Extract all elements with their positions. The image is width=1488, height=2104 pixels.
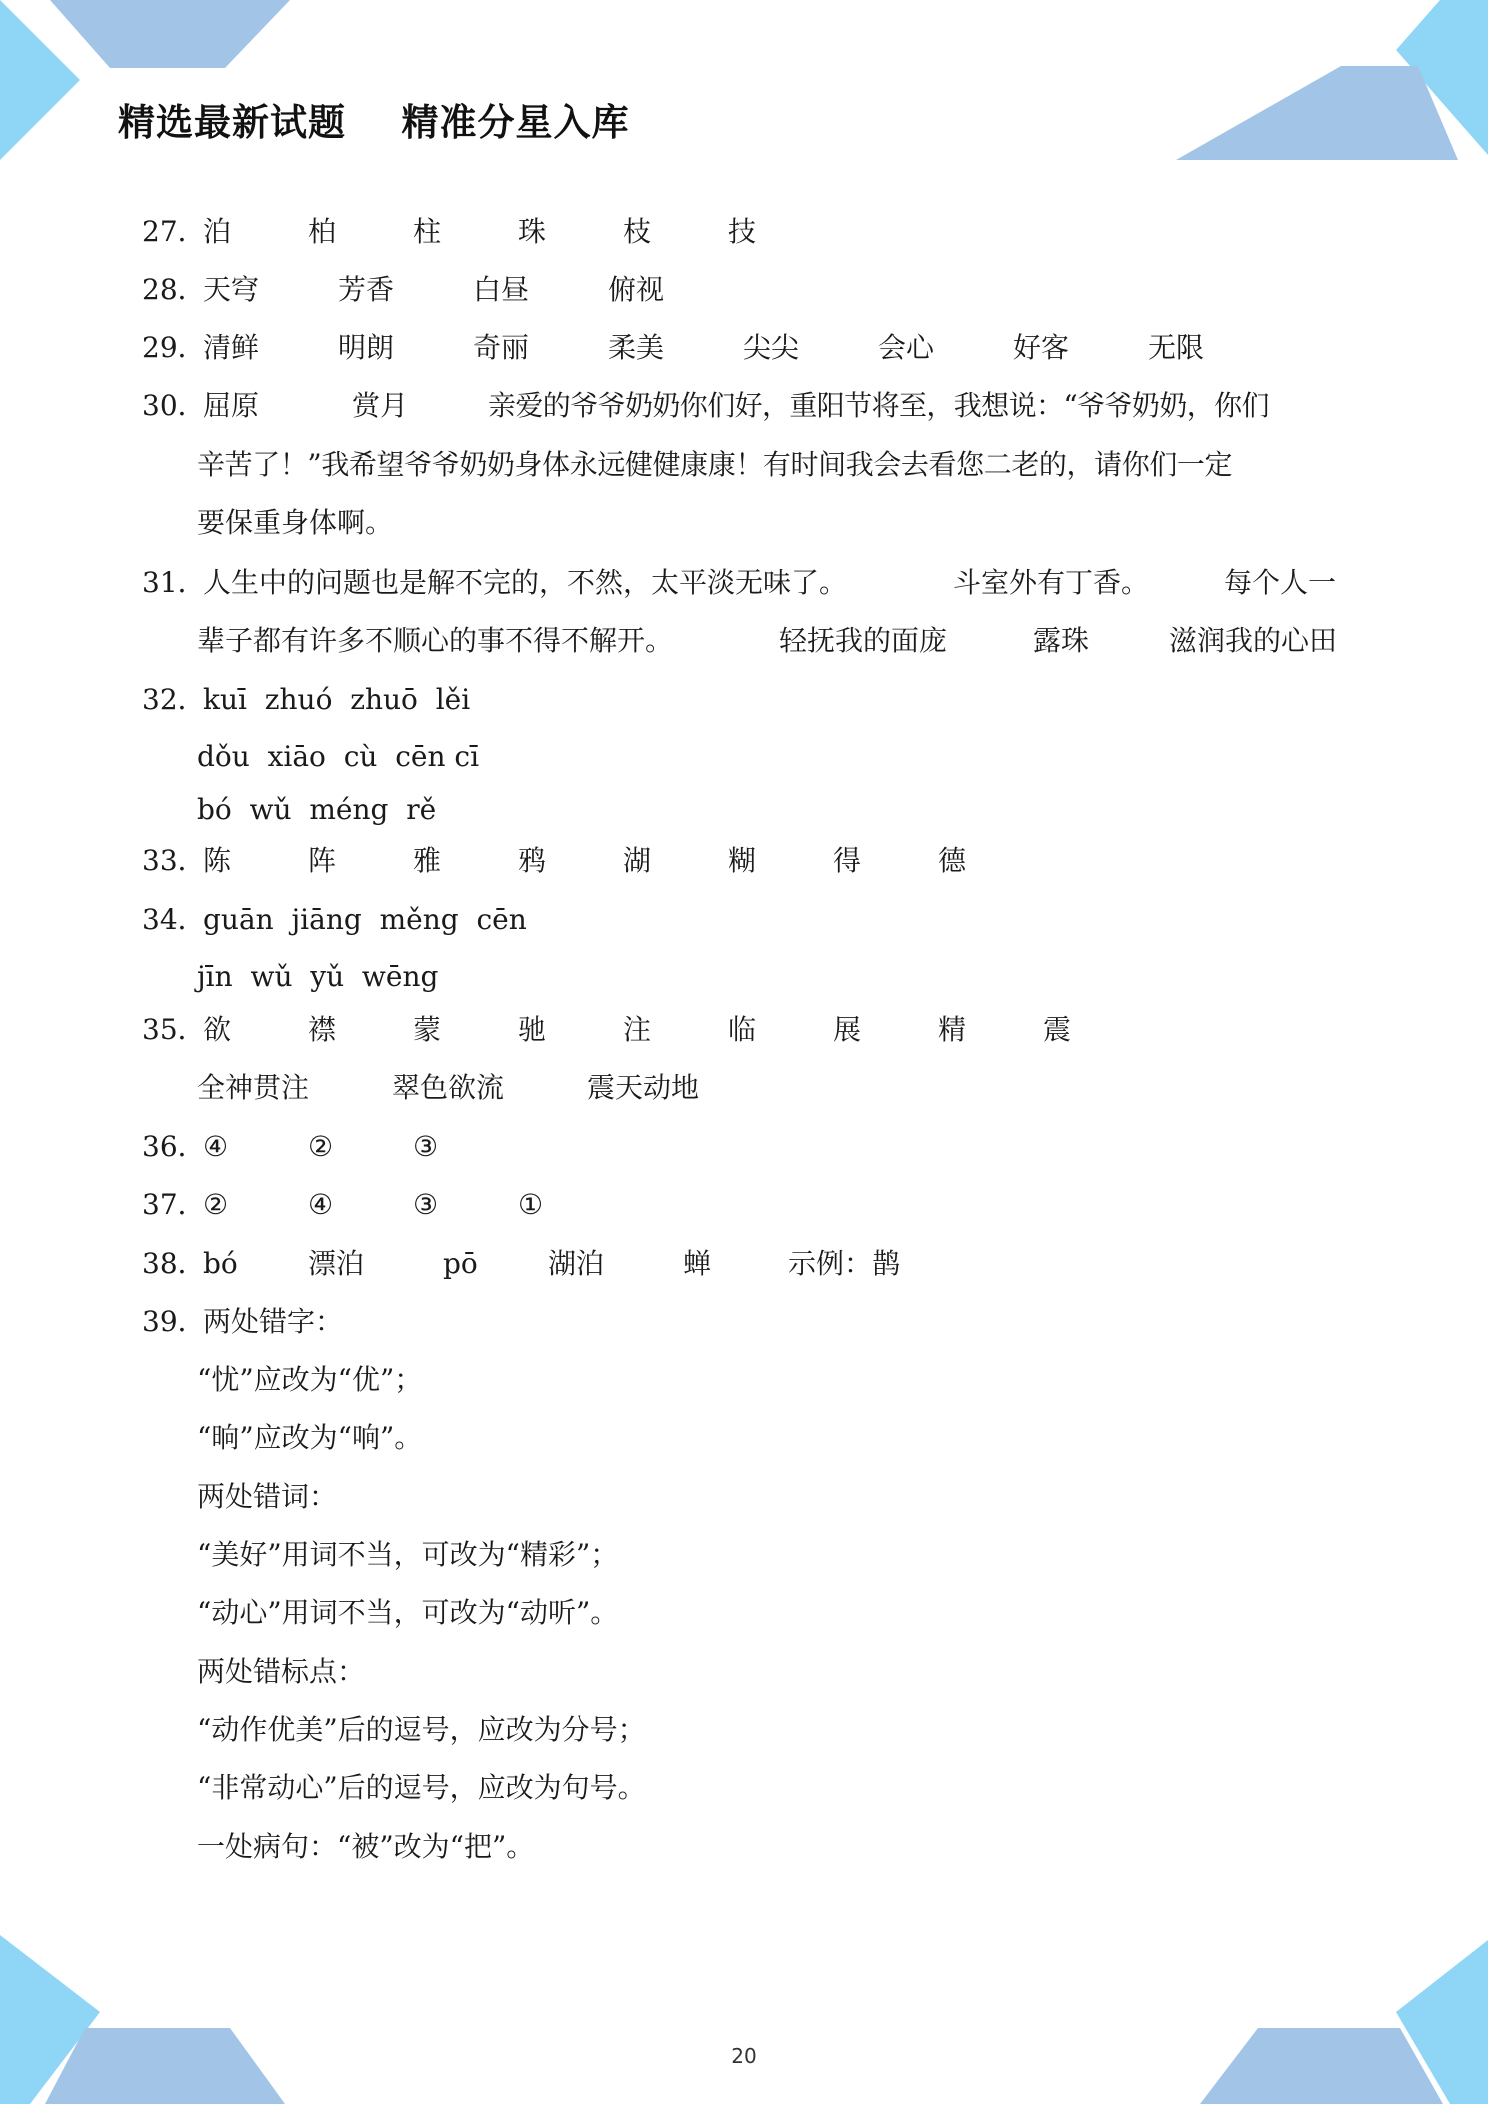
answer-text: 两处错词：	[197, 1480, 338, 1513]
top-left-light-triangle	[0, 0, 80, 160]
answer-item: ③	[413, 1188, 439, 1221]
answer-item: 雅	[413, 844, 442, 877]
pinyin-line: bó wǔ méng rě	[197, 793, 437, 826]
answer-text: 两处错标点：	[197, 1655, 366, 1688]
question-number: 37．	[142, 1188, 206, 1221]
answer-item: 示例：鹊	[788, 1247, 901, 1280]
answer-item: 鸦	[518, 844, 547, 877]
answer-item: 震天动地	[587, 1071, 700, 1104]
question-number: 31．	[142, 566, 206, 599]
answer-item: 无限	[1148, 331, 1205, 364]
answer-item: 人生中的问题也是解不完的，不然，太平淡无味了。	[203, 566, 848, 599]
top-right-trapezoid	[1176, 66, 1458, 160]
answer-item: 好客	[1013, 331, 1070, 364]
answer-item: 尖尖	[743, 331, 800, 364]
answer-item: ②	[308, 1130, 334, 1163]
question-number: 35．	[142, 1013, 206, 1046]
answer-item: 泊	[203, 215, 232, 248]
answer-item: ①	[518, 1188, 544, 1221]
answer-item: 精	[938, 1013, 967, 1046]
answer-item: 临	[728, 1013, 757, 1046]
answer-item: 震	[1043, 1013, 1072, 1046]
question-number: 38．	[142, 1247, 206, 1280]
answer-text: “动心”用词不当，可改为“动听”。	[197, 1596, 619, 1629]
answer-item: 斗室外有丁香。	[953, 566, 1150, 599]
answer-text: “动作优美”后的逗号，应改为分号；	[197, 1713, 646, 1746]
answer-item: 会心	[878, 331, 935, 364]
answer-item: 驰	[518, 1013, 547, 1046]
answer-text: “非常动心”后的逗号，应改为句号。	[197, 1771, 646, 1804]
answer-item: 屈原	[203, 389, 260, 422]
answer-text: “忧”应改为“优”；	[197, 1363, 423, 1396]
answer-item: ④	[203, 1130, 229, 1163]
answer-item: 亲爱的爷爷奶奶你们好，重阳节将至，我想说：“爷爷奶奶，你们	[488, 389, 1269, 422]
answer-item: 柔美	[608, 331, 665, 364]
answer-text: 两处错字：	[203, 1305, 344, 1338]
answer-item: 德	[938, 844, 967, 877]
page-number: 20	[731, 2044, 757, 2068]
pinyin-line: dǒu xiāo cù cēn cī	[197, 740, 480, 773]
answer-item: 轻抚我的面庞	[779, 624, 948, 657]
answer-item: 芳香	[338, 273, 395, 306]
question-number: 39．	[142, 1305, 206, 1338]
answer-item: 柏	[308, 215, 337, 248]
question-number: 28．	[142, 273, 206, 306]
answer-item: 天穹	[203, 273, 260, 306]
answer-item: 柱	[413, 215, 442, 248]
question-number: 36．	[142, 1130, 206, 1163]
answer-item: bó	[203, 1247, 238, 1280]
answer-item: 襟	[308, 1013, 337, 1046]
answer-item: 欲	[203, 1013, 232, 1046]
answer-item: 湖泊	[548, 1247, 605, 1280]
answer-text: 一处病句：“被”改为“把”。	[197, 1830, 535, 1863]
answer-item: 湖	[623, 844, 652, 877]
answer-item: 漂泊	[308, 1247, 365, 1280]
answer-item: 蝉	[683, 1247, 712, 1280]
question-number: 32．	[142, 683, 206, 716]
answer-text: 辈子都有许多不顺心的事不得不解开。	[197, 624, 674, 657]
answer-item: 陈	[203, 844, 232, 877]
answer-text: “美好”用词不当，可改为“精彩”；	[197, 1538, 619, 1571]
answer-item: 明朗	[338, 331, 395, 364]
answer-item: 糊	[728, 844, 757, 877]
answer-text: “晌”应改为“响”。	[197, 1421, 423, 1454]
answer-item: 技	[728, 215, 757, 248]
question-number: 34．	[142, 903, 206, 936]
answer-item: 珠	[518, 215, 547, 248]
answer-item: pō	[443, 1247, 478, 1280]
question-number: 29．	[142, 331, 206, 364]
answer-item: 展	[833, 1013, 862, 1046]
answer-item: 清鲜	[203, 331, 260, 364]
answer-text: 要保重身体啊。	[197, 506, 394, 539]
answer-item: 奇丽	[473, 331, 530, 364]
header-title: 精选最新试题 精准分星入库	[118, 101, 630, 144]
answer-item: 阵	[308, 844, 337, 877]
answer-item: 滋润我的心田	[1169, 624, 1338, 657]
question-number: 33．	[142, 844, 206, 877]
answer-item: 注	[623, 1013, 652, 1046]
top-left-trapezoid	[50, 0, 290, 68]
answer-item: 蒙	[413, 1013, 442, 1046]
answer-item: ②	[203, 1188, 229, 1221]
answer-item: 俯视	[608, 273, 665, 306]
answer-item: 每个人一	[1224, 566, 1337, 599]
answer-item: 得	[833, 844, 862, 877]
answer-item: ③	[413, 1130, 439, 1163]
answer-item: 全神贯注	[197, 1071, 310, 1104]
answer-item: 翠色欲流	[392, 1071, 505, 1104]
pinyin-line: kuī zhuó zhuō lěi	[203, 683, 471, 716]
answer-item: 枝	[623, 215, 652, 248]
answer-item: 白昼	[473, 273, 530, 306]
question-number: 30．	[142, 389, 206, 422]
answer-item: ④	[308, 1188, 334, 1221]
answer-item: 露珠	[1033, 624, 1090, 657]
pinyin-line: jīn wǔ yǔ wēng	[197, 960, 439, 993]
question-number: 27．	[142, 215, 206, 248]
pinyin-line: guān jiāng měng cēn	[203, 903, 527, 936]
answer-text: 辛苦了！”我希望爷爷奶奶身体永远健健康康！有时间我会去看您二老的，请你们一定	[197, 448, 1233, 481]
answer-item: 赏月	[352, 389, 409, 422]
